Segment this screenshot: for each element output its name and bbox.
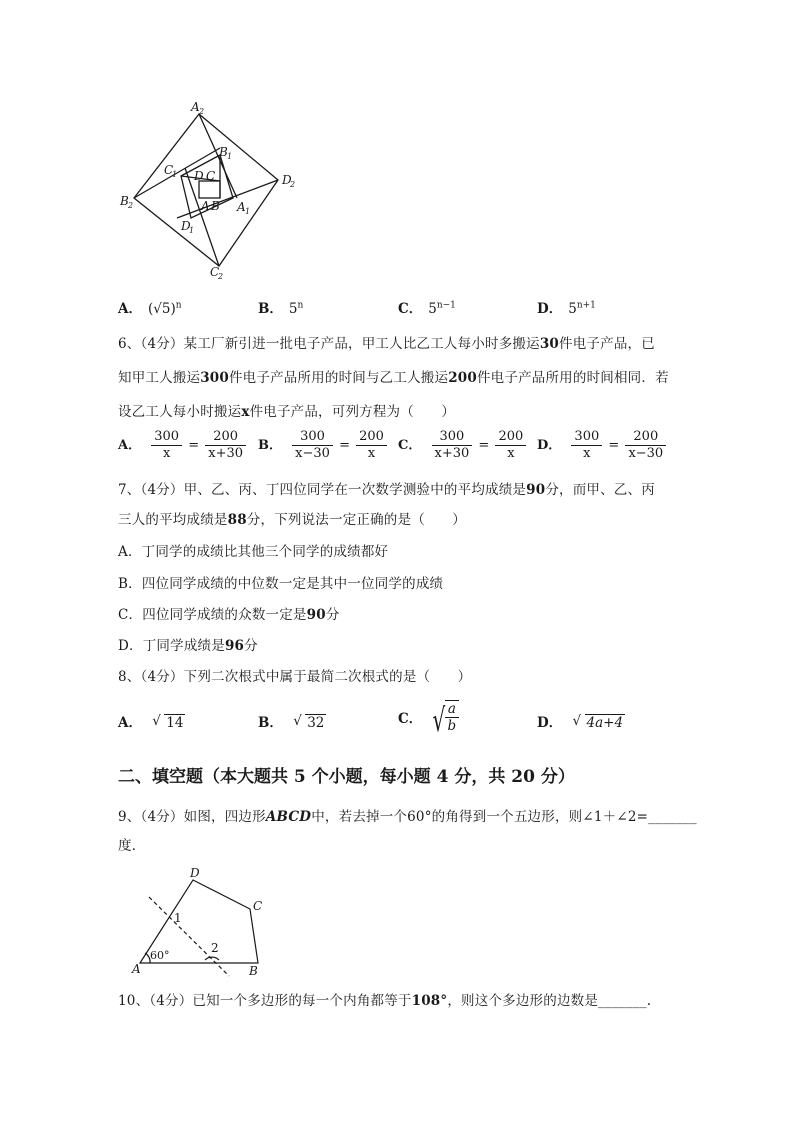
q5-option-b[interactable]: B． 5$^n$: [258, 300, 304, 317]
q6-stem-line3: 设乙工人每小时搬运x件电子产品，可列方程为（ ）: [118, 404, 456, 420]
q7-option-d[interactable]: D．丁同学成绩是96分: [118, 638, 258, 654]
label-a2: A: [191, 100, 200, 114]
q9-label-2: 2: [211, 941, 219, 955]
q7-option-c[interactable]: C．四位同学成绩的众数一定是90分: [118, 607, 340, 623]
svg-text:2: 2: [218, 272, 224, 281]
q10-stem: 10、（4分）已知一个多边形的每一个内角都等于108°，则这个多边形的边数是_______.: [118, 993, 652, 1009]
q5-option-c[interactable]: C． $5^{n-1}$: [398, 300, 456, 317]
q6-option-d[interactable]: D． $\frac{300}{x}$ = $\frac{200}{x-30}$: [537, 429, 666, 462]
q6-stem-line2: 知甲工人搬运300件电子产品所用的时间与乙工人搬运200件电子产品所用的时间相同．若: [118, 370, 669, 386]
label-d1: D: [181, 219, 191, 233]
label-a1: A: [237, 200, 246, 214]
label-d2: D: [282, 173, 292, 187]
q9-label-angle: 60°: [150, 949, 170, 962]
q8-stem: 8、（4分）下列二次根式中属于最简二次根式的是（ ）: [118, 669, 472, 685]
q5-option-d[interactable]: D． $5^{n+1}$: [537, 300, 596, 317]
q9-label-a: A: [132, 962, 141, 976]
label-b1: B: [219, 145, 228, 159]
q6-option-b[interactable]: B． $\frac{300}{x-30}$ = $\frac{200}{x}$: [258, 429, 387, 462]
label-c: C: [206, 169, 216, 183]
q7-option-b[interactable]: B．四位同学成绩的中位数一定是其中一位同学的成绩: [118, 576, 444, 592]
svg-text:1: 1: [172, 170, 178, 179]
quadrilateral-figure: [128, 862, 278, 980]
q8-option-b[interactable]: B． √ 32: [258, 713, 325, 731]
q8-option-c[interactable]: C． √ $\frac{a}{b}$: [398, 700, 459, 734]
label-b: B: [211, 199, 220, 213]
svg-text:1: 1: [189, 226, 195, 235]
q5-option-a[interactable]: A． $(√5)^n$: [118, 300, 182, 317]
label-c2: C: [210, 265, 220, 279]
svg-text:2: 2: [290, 180, 296, 189]
q9-label-c: C: [253, 899, 263, 913]
svg-text:1: 1: [227, 152, 233, 161]
q8-option-d[interactable]: D． √ 4a+4: [537, 713, 624, 731]
q6-option-c[interactable]: C． $\frac{300}{x+30}$ = $\frac{200}{x}$: [398, 429, 526, 462]
q9-stem-line1: 9、（4分）如图，四边形ABCD中，若去掉一个60°的角得到一个五边形，则∠1＋∠2=_______: [118, 809, 697, 825]
section2-heading: 二、填空题（本大题共 5 个小题，每小题 4 分，共 20 分）: [118, 767, 575, 787]
q9-label-b: B: [249, 964, 258, 978]
q9-stem-line2: 度．: [118, 838, 146, 854]
q7-option-a[interactable]: A．丁同学的成绩比其他三个同学的成绩都好: [118, 544, 389, 560]
q6-option-a[interactable]: A． $\frac{300}{x}$ = $\frac{200}{x+30}$: [118, 429, 246, 462]
q8-option-a[interactable]: A． √ 14: [118, 713, 184, 731]
q7-stem-line2: 三人的平均成绩是88分，下列说法一定正确的是（ ）: [118, 512, 466, 528]
q9-label-d: D: [190, 866, 200, 880]
q6-stem-line1: 6、（4分）某工厂新引进一批电子产品，甲工人比乙工人每小时多搬运30件电子产品，已: [118, 336, 655, 352]
label-c1: C: [164, 163, 174, 177]
svg-text:2: 2: [128, 201, 134, 210]
label-b2: B: [120, 194, 129, 208]
label-a: A: [201, 199, 210, 213]
q9-label-1: 1: [174, 911, 182, 925]
svg-text:1: 1: [245, 207, 251, 216]
nested-squares-figure: [112, 96, 312, 286]
label-d: D: [194, 169, 204, 183]
q7-stem-line1: 7、（4分）甲、乙、丙、丁四位同学在一次数学测验中的平均成绩是90分，而甲、乙、丙: [118, 482, 655, 498]
svg-text:2: 2: [199, 107, 205, 116]
